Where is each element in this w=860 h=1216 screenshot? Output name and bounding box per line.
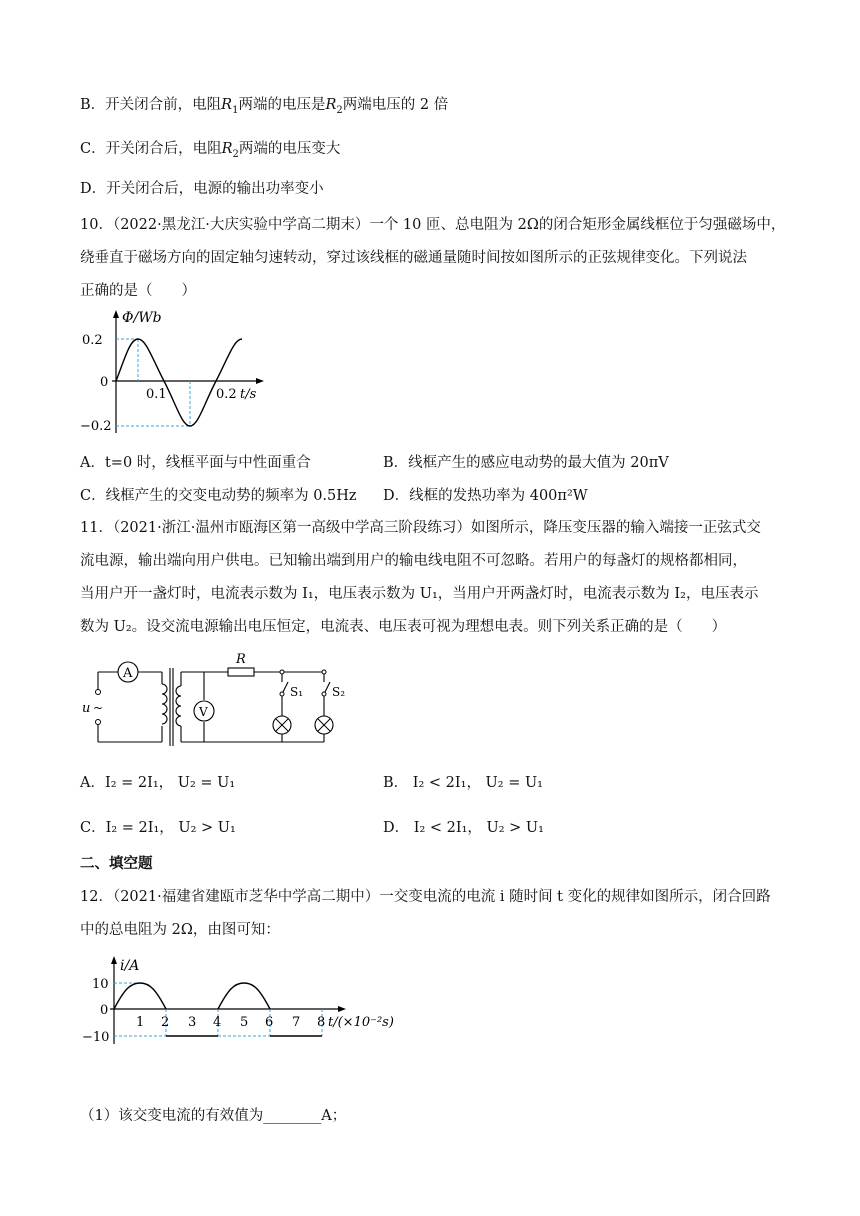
q12-sub-question-1: （1）该交变电流的有效值为________A；: [80, 1108, 347, 1124]
q12-graph-xtick-1: 1: [136, 1015, 145, 1030]
q9-option-b-text1: B．开关闭合前，电阻: [80, 97, 222, 113]
switch2-label: S₂: [332, 685, 346, 699]
q10-option-c: C．线框产生的交变电动势的频率为 0.5Hz: [80, 488, 357, 504]
q9-option-c-text2: 两端的电压变大: [238, 141, 341, 157]
q10-option-a: A．t=0 时，线框平面与中性面重合: [80, 455, 311, 471]
q10-graph-xlabel: t/s: [240, 387, 257, 402]
q12-graph-xtick-5: 5: [240, 1015, 249, 1030]
switch1-label: S₁: [290, 685, 304, 699]
q12-graph-xtick-4: 4: [213, 1015, 222, 1030]
lamp-icon: [273, 716, 291, 734]
q12-graph-ylabel: i/A: [120, 958, 140, 974]
q11-stem-line1: 11．（2021·浙江·温州市瓯海区第一高级中学高三阶段练习）如图所示，降压变压器的输入端接一正弦式交: [80, 520, 761, 536]
lamp-icon: [315, 716, 333, 734]
q10-option-b: B．线框产生的感应电动势的最大值为 20πV: [383, 455, 669, 471]
q12-graph-ytick-bottom: −10: [82, 1030, 110, 1045]
q10-stem-line3: 正确的是（ ）: [80, 283, 196, 299]
q12-graph-xtick-2: 2: [161, 1015, 170, 1030]
q12-graph-ytick-top: 10: [92, 977, 109, 992]
q11-stem-line2: 流电源，输出端向用户供电。已知输出端到用户的输电线电阻不可忽略。若用户的每盏灯的规格都相同，: [80, 553, 747, 569]
q12-graph-xtick-6: 6: [265, 1015, 274, 1030]
ammeter-label: A: [123, 666, 133, 681]
q11-option-a: A．I₂ = 2I₁， U₂ = U₁: [80, 775, 236, 791]
q10-flux-graph: [80, 308, 280, 440]
q10-graph-ylabel: Φ/Wb: [122, 310, 162, 326]
q10-graph-xtick-2: 0.2: [216, 387, 237, 402]
q10-graph-ytick-top: 0.2: [82, 333, 103, 348]
q11-option-c: C．I₂ = 2I₁， U₂ > U₁: [80, 820, 236, 836]
q9-option-d: D．开关闭合后，电源的输出功率变小: [80, 181, 324, 197]
q10-option-d: D．线框的发热功率为 400π²W: [383, 488, 588, 504]
q12-graph-xtick-8: 8: [317, 1015, 326, 1030]
q9-option-b-text2: 两端的电压是: [238, 97, 326, 113]
q10-stem-line1: 10．（2022·黑龙江·大庆实验中学高二期末）一个 10 匝、总电阻为 2Ω的闭合矩形金属线框位于匀强磁场中，: [80, 217, 786, 233]
q12-graph-xtick-7: 7: [292, 1015, 301, 1030]
q11-option-b: B． I₂ < 2I₁， U₂ = U₁: [383, 775, 543, 791]
q11-stem-line3: 当用户开一盏灯时，电流表示数为 I₁，电压表示数为 U₁，当用户开两盏灯时，电流表示数为 I₂，电压表示: [80, 586, 759, 602]
q9-option-c: C．开关闭合后，电阻$R_2$两端的电压变大: [80, 141, 341, 160]
q11-stem-line4: 数为 U₂。设交流电源输出电压恒定，电流表、电压表可视为理想电表。则下列关系正确的是（ ）: [80, 619, 727, 635]
q12-graph-xtick-3: 3: [188, 1015, 197, 1030]
q10-graph-ytick-bottom: −0.2: [80, 419, 112, 434]
q12-current-graph: [80, 952, 410, 1048]
q9-option-c-text1: C．开关闭合后，电阻: [80, 141, 222, 157]
ammeter-icon: [118, 662, 138, 682]
resistor-label: R: [236, 652, 246, 667]
q12-stem-line1: 12．（2021·福建省建瓯市芝华中学高二期中）一交变电流的电流 i 随时间 t 变化的规律如图所示，闭合回路: [80, 889, 771, 905]
section-title: 二、填空题: [80, 855, 153, 872]
q12-graph-ytick-zero: 0: [100, 1003, 109, 1018]
q11-circuit-diagram: [80, 652, 360, 748]
voltmeter-icon: [194, 701, 214, 721]
q10-stem-line2: 绕垂直于磁场方向的固定轴匀速转动，穿过该线框的磁通量随时间按如图所示的正弦规律变化。下列说法: [80, 250, 747, 266]
q10-graph-xtick-1: 0.1: [146, 387, 167, 402]
voltmeter-label: V: [199, 705, 208, 719]
q12-stem-line2: 中的总电阻为 2Ω，由图可知：: [80, 922, 280, 938]
q11-option-d: D． I₂ < 2I₁， U₂ > U₁: [383, 820, 544, 836]
q9-option-b: B．开关闭合前，电阻$R_1$两端的电压是$R_2$两端电压的 2 倍: [80, 97, 449, 116]
q9-option-b-text3: 两端电压的 2 倍: [342, 97, 449, 113]
q10-graph-ytick-zero: 0: [100, 375, 109, 390]
source-symbol: ~: [93, 701, 104, 715]
source-label: u: [82, 701, 91, 716]
q12-graph-xlabel: t/(×10⁻²s): [328, 1015, 394, 1030]
